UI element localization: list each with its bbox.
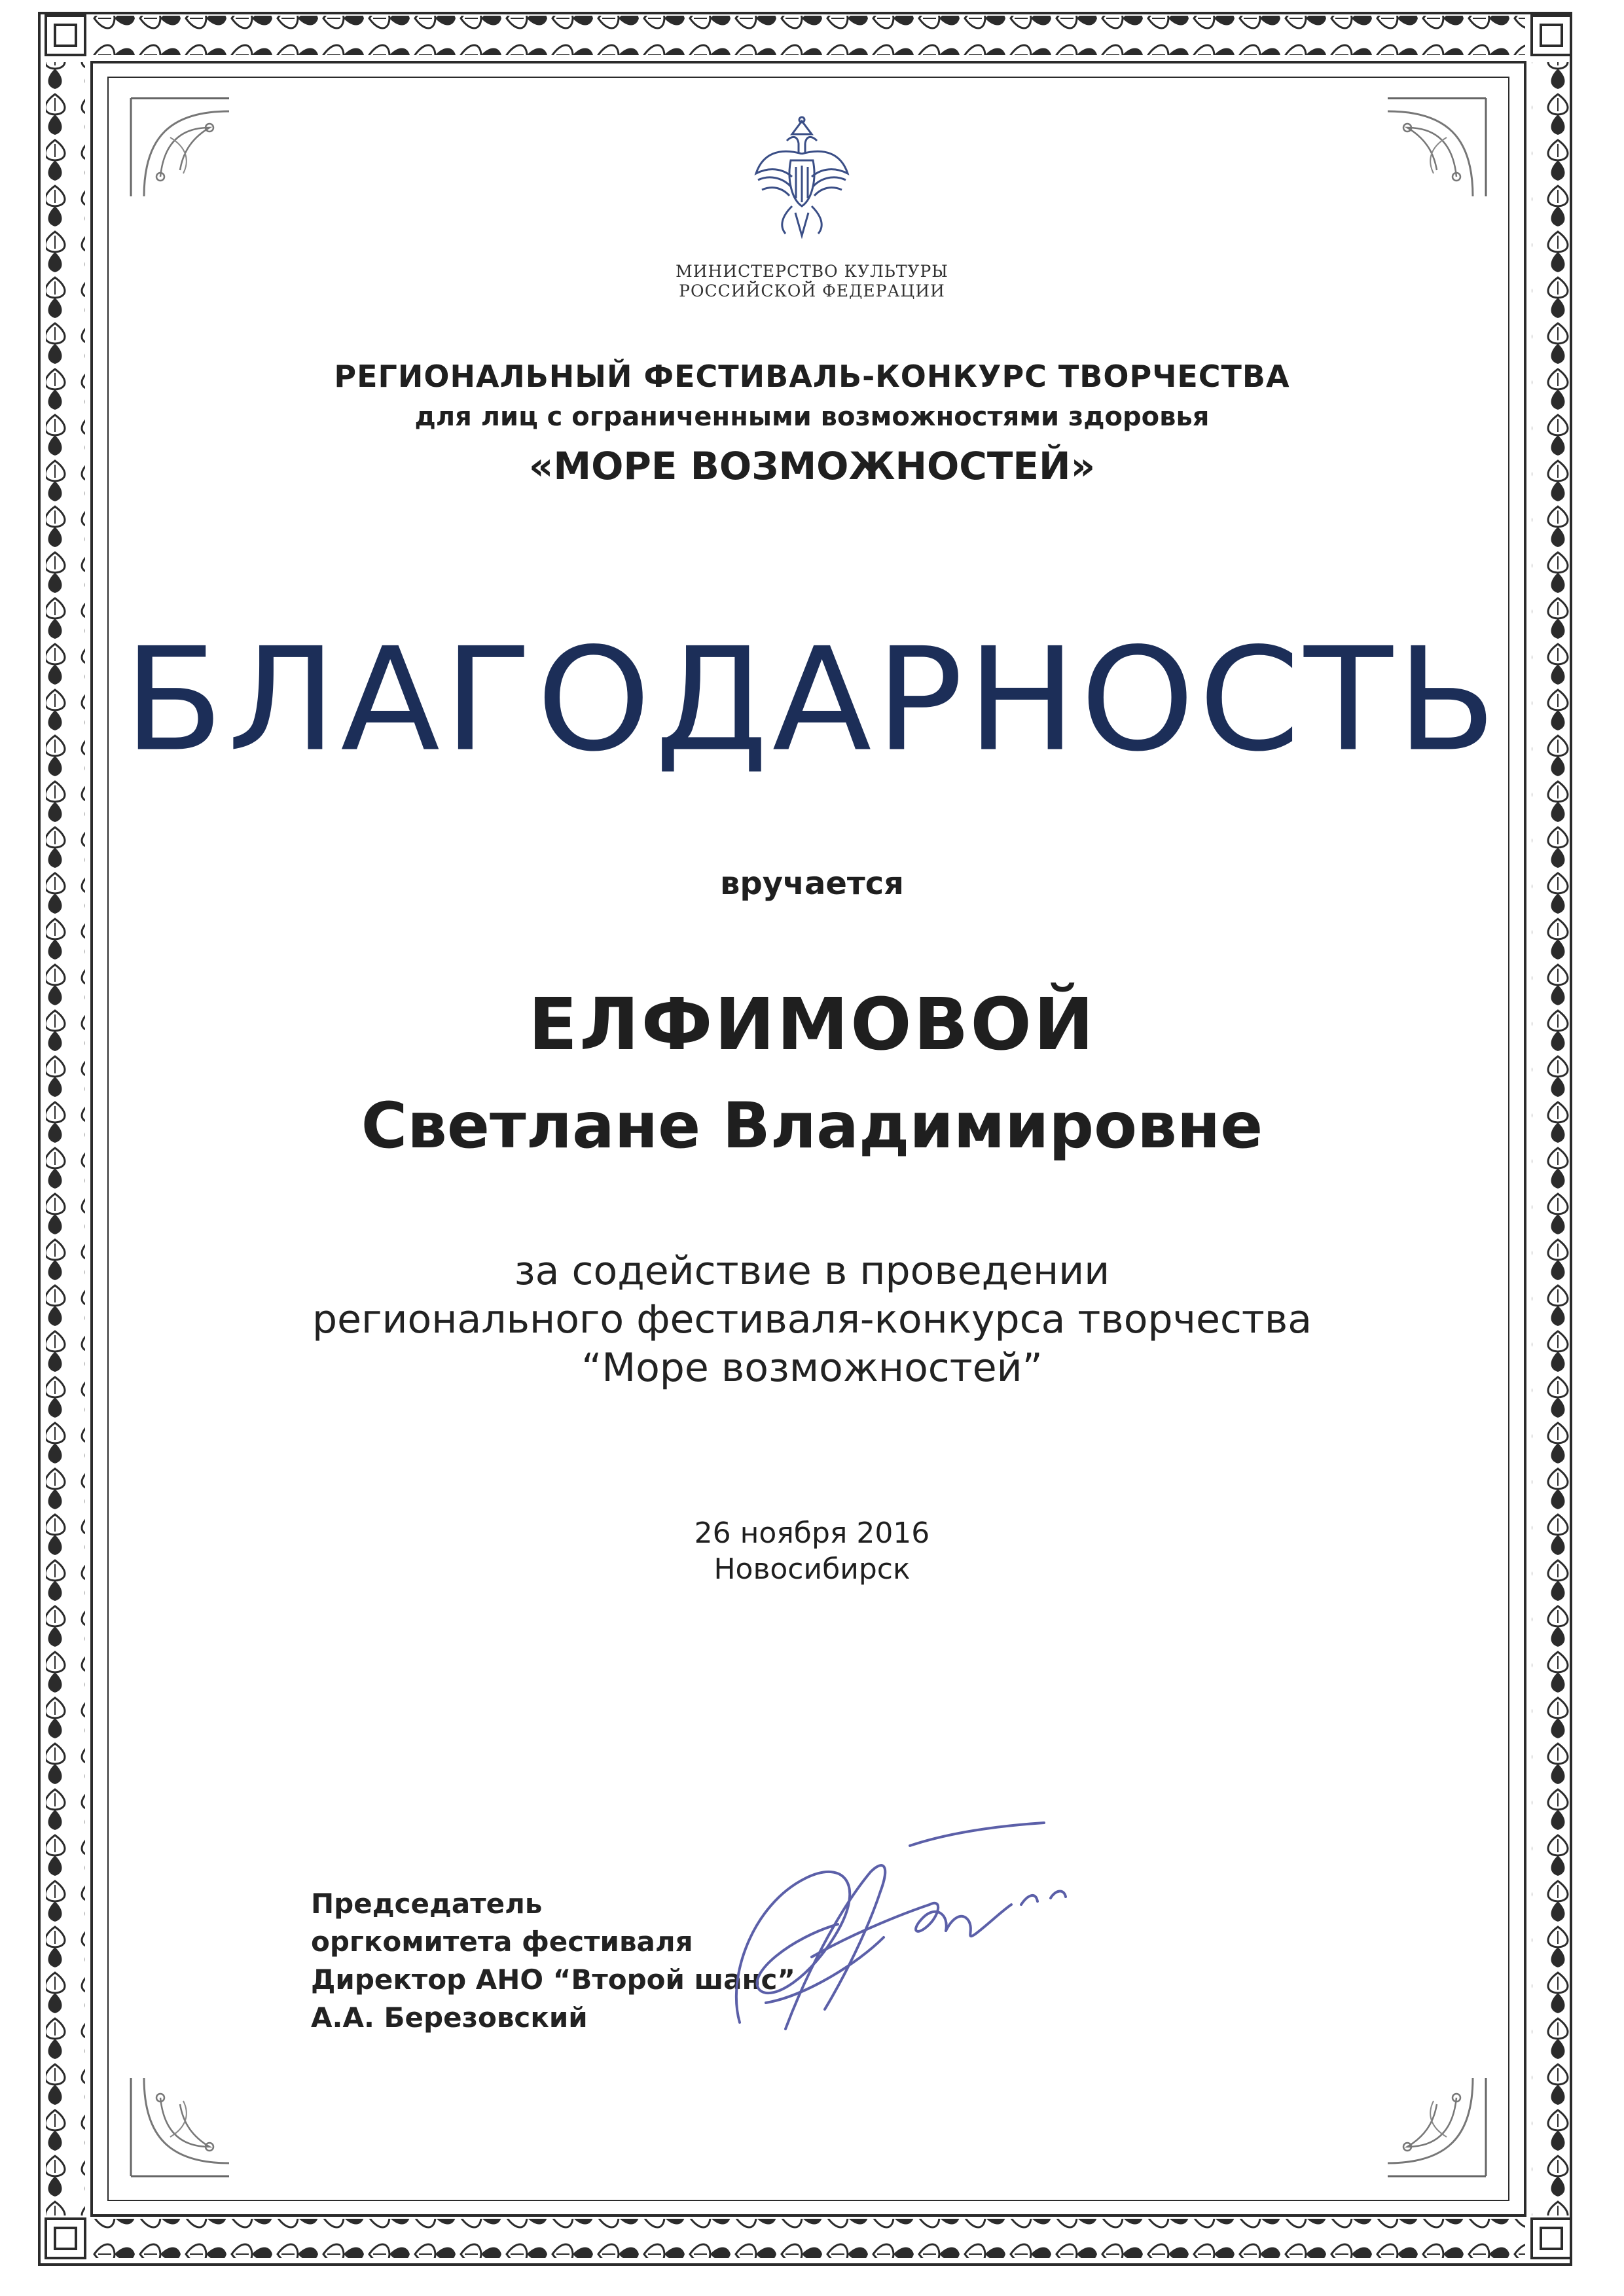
- ministry-line-2: РОССИЙСКОЙ ФЕДЕРАЦИИ: [679, 281, 945, 300]
- recipient-surname: ЕЛФИМОВОЙ: [528, 982, 1096, 1066]
- award-city: Новосибирск: [713, 1552, 911, 1586]
- ministry-name: [0, 262, 1624, 301]
- signer-line: оргкомитета фестиваля: [311, 1926, 693, 1958]
- ministry-line-1: МИНИСТЕРСТВО КУЛЬТУРЫ: [676, 262, 948, 281]
- reason-line: регионального фестиваля-конкурса творчества: [312, 1297, 1312, 1342]
- signer-line: Директор АНО “Второй шанс”: [311, 1964, 796, 1996]
- reason-line: “Море возможностей”: [581, 1345, 1043, 1391]
- award-date: 26 ноября 2016: [694, 1516, 930, 1550]
- signer-line: Председатель: [311, 1888, 543, 1920]
- reason-line: за содействие в проведении: [514, 1248, 1110, 1294]
- ministry-emblem-icon: [753, 115, 851, 239]
- awarded-text: вручается: [719, 865, 904, 902]
- award-reason: [0, 1247, 1624, 1392]
- festival-title: РЕГИОНАЛЬНЫЙ ФЕСТИВАЛЬ-КОНКУРС ТВОРЧЕСТВА: [334, 359, 1290, 394]
- festival-subtitle: для лиц с ограниченными возможностями здоровья: [414, 402, 1210, 432]
- certificate-heading: БЛАГОДАРНОСТЬ: [124, 617, 1500, 783]
- signer-name: А.А. Березовский: [311, 2001, 588, 2034]
- signature-scribble: [713, 1806, 1080, 2055]
- festival-name: «МОРЕ ВОЗМОЖНОСТЕЙ»: [528, 444, 1096, 488]
- recipient-given-names: Светлане Владимировне: [361, 1089, 1263, 1162]
